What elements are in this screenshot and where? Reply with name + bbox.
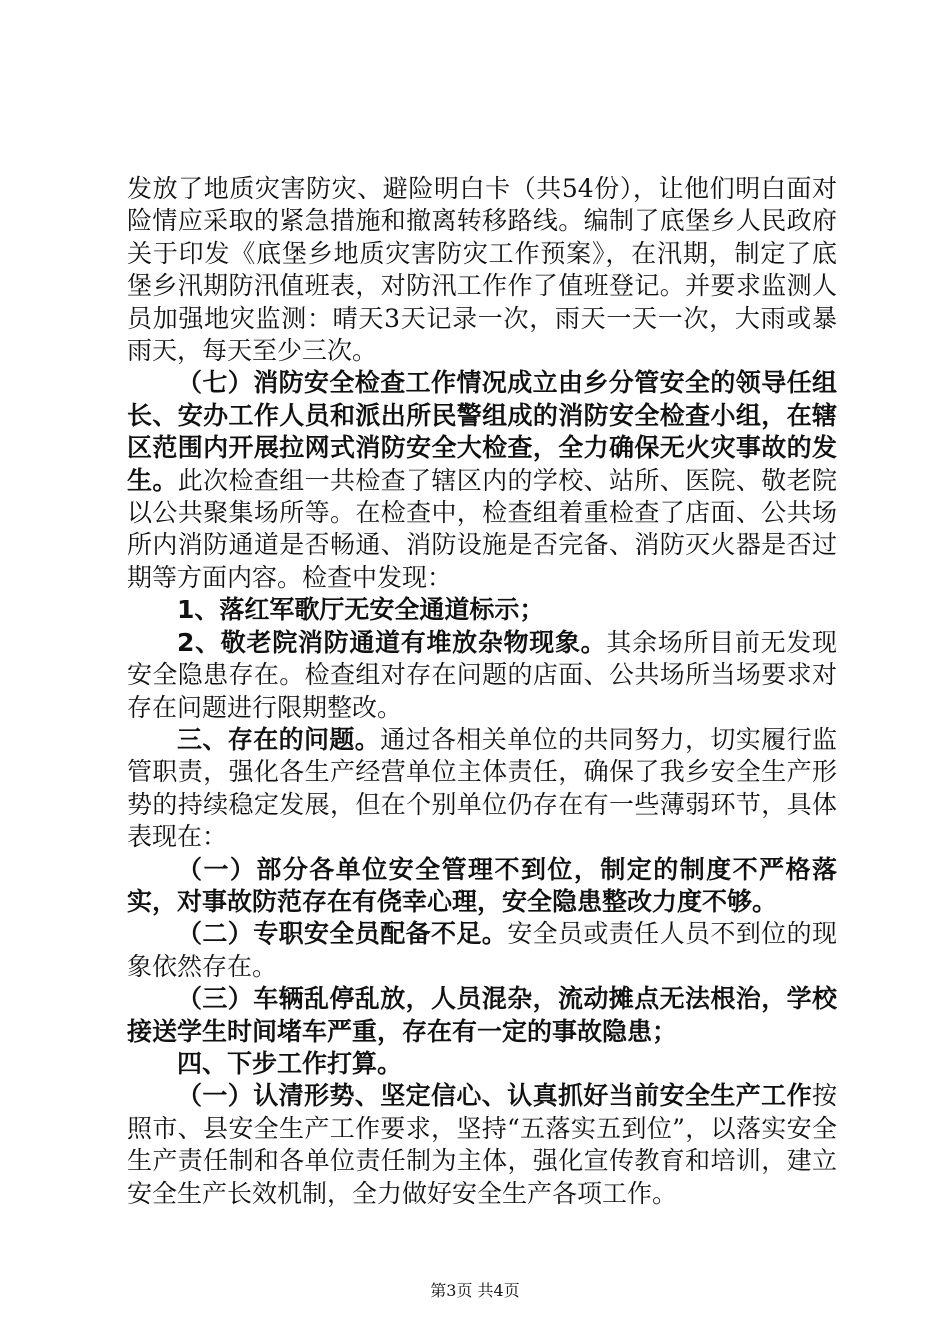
finding-2 <box>127 627 837 724</box>
paragraph-text: 安全员或责任人员不到位的现象依然存在。 <box>127 919 837 981</box>
finding-text: 2、敬老院消防通道有堆放杂物现象。 <box>177 627 607 657</box>
finding-text: 1、落红军歌厅无安全通道标示； <box>177 595 545 625</box>
problem-text: （三）车辆乱停乱放，人员混杂，流动摊点无法根治，学校接送学生时间堵车严重，存在有一定的事故隐患； <box>127 984 837 1046</box>
problem-2 <box>127 918 837 983</box>
section-next-steps <box>127 1048 837 1080</box>
next-step-heading: （一）认清形势、坚定信心、认真抓好当前安全生产工作 <box>177 1081 812 1111</box>
paragraph-1 <box>127 173 837 367</box>
paragraph-text: 此次检查组一共检查了辖区内的学校、站所、医院、敬老院以公共聚集场所等。在检查中，检查组着重检查了店面、公共场所内消防通道是否畅通、消防设施是否完备、消防灭火器是否过期等方面内容。检查中发现： <box>127 465 837 592</box>
paragraph-text: 通过各相关单位的共同努力，切实履行监管职责，强化各生产经营单位主体责任，确保了我乡安全生产形势的持续稳定发展，但在个别单位仍存在有一些薄弱环节，具体表现在： <box>127 724 837 852</box>
paragraph-text: 发放了地质灾害防灾、避险明白卡（共54份），让他们明白面对险情应采取的紧急措施和撤离转移路线。编制了底堡乡人民政府关于印发《底堡乡地质灾害防灾工作预案》，在汛期，制定了底堡乡汛期防汛值班表，对防汛工作作了值班登记。并要求监测人员加强地灾监测：晴天3天记录一次，雨天一天一次，大雨或暴雨天，每天至少三次。 <box>127 174 837 366</box>
section-heading-4: 四、下步工作打算。 <box>177 1048 403 1078</box>
section-existing-problems <box>127 724 837 854</box>
paragraph-text: 按照市、县安全生产工作要求，坚持“五落实五到位”，以落实安全生产责任制和各单位责任制为主体，强化宣传教育和培训，建立安全生产长效机制，全力做好安全生产各项工作。 <box>127 1081 837 1208</box>
paragraph-fire-safety-inspection <box>127 367 837 594</box>
document-body <box>127 173 837 1210</box>
next-step-1 <box>127 1080 837 1210</box>
section-heading-3: 三、存在的问题。 <box>177 724 381 754</box>
problem-heading: （二）专职安全员配备不足。 <box>177 919 508 949</box>
section-heading-7: （七）消防安全检查工作情况成立由乡分管安全的领导任组长、安办工作人员和派出所民警组成的消防安全检查小组，在辖区范围内开展拉网式消防安全大检查，全力确保无火灾事故的发生。 <box>127 368 837 495</box>
finding-1 <box>127 594 837 626</box>
problem-1 <box>127 854 837 919</box>
page-number-label: 第3页 共4页 <box>430 1281 520 1300</box>
problem-3 <box>127 983 837 1048</box>
page-footer <box>0 1278 950 1301</box>
problem-text: （一）部分各单位安全管理不到位，制定的制度不严格落实，对事故防范存在有侥幸心理，安全隐患整改力度不够。 <box>127 854 837 916</box>
paragraph-text: 其余场所目前无发现安全隐患存在。检查组对存在问题的店面、公共场所当场要求对存在问题进行限期整改。 <box>127 627 837 722</box>
